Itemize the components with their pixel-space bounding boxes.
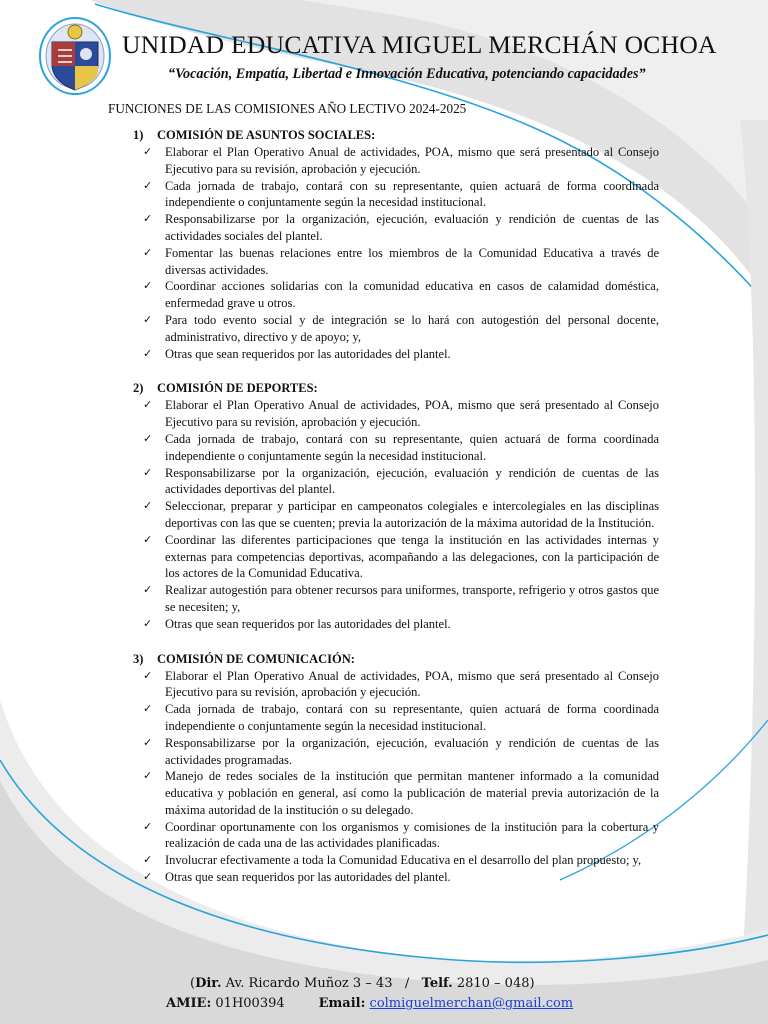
check-mark-icon: ✓ [143, 431, 153, 445]
commissions-list [133, 127, 659, 886]
section-title: COMISIÓN DE DEPORTES: [157, 381, 318, 396]
list-item-text: Cada jornada de trabajo, contará con su representante, quien actuará de forma coordinada independiente o conjuntamente según la necesidad institucional. [165, 431, 659, 463]
list-item-text: Involucrar efectivamente a toda la Comunidad Educativa en el desarrollo del plan propuesto; y, [165, 853, 642, 868]
check-mark-icon: ✓ [143, 212, 153, 226]
list-item-text: Responsabilizarse por la organización, ejecución, evaluación y rendición de cuentas de las actividades deportivas del plantel. [165, 465, 659, 497]
section-comunicacion [133, 651, 659, 886]
list-item-text: Elaborar el Plan Operativo Anual de actividades, POA, mismo que será presentado al Consejo Ejecutivo para su revisión, aprobación y ejecución. [165, 398, 659, 430]
list-item [133, 819, 659, 853]
section-title: COMISIÓN DE ASUNTOS SOCIALES: [157, 128, 376, 142]
list-item [133, 582, 659, 616]
footer-contact [166, 996, 573, 1011]
check-mark-icon: ✓ [143, 668, 153, 682]
check-mark-icon: ✓ [143, 735, 153, 749]
check-mark-icon: ✓ [143, 145, 153, 158]
list-item [133, 869, 659, 886]
section-asuntos-sociales [133, 127, 659, 362]
list-item [133, 245, 659, 279]
list-item [133, 852, 659, 869]
list-item-text: Cada jornada de trabajo, contará con su representante, quien actuará de forma coordinada independiente o conjuntamente según la necesidad institucional. [165, 178, 659, 210]
list-item [133, 278, 659, 312]
section-heading [133, 127, 659, 144]
amie-value: 01H00394 [211, 996, 285, 1011]
list-item [133, 735, 659, 769]
check-mark-icon: ✓ [143, 398, 153, 412]
list-item [133, 346, 659, 363]
list-item-text: Fomentar las buenas relaciones entre los miembros de la Comunidad Educativa a través de diversas actividades. [165, 245, 659, 277]
school-motto: “Vocación, Empatía, Libertad e Innovación Educativa, potenciando capacidades” [168, 66, 646, 82]
list-item [133, 768, 659, 818]
list-item [133, 701, 659, 735]
list-item [133, 616, 659, 633]
section-heading [133, 380, 659, 397]
list-item-text: Coordinar las diferentes participaciones que tenga la institución en las actividades internas y externas para competencias deportivas, acompañando a las delegaciones, con la participación de los actores de la Comunidad Educativa. [165, 532, 659, 581]
section-number: 3) [133, 651, 144, 666]
section-deportes [133, 380, 659, 632]
check-mark-icon: ✓ [143, 245, 153, 259]
list-item-text: Manejo de redes sociales de la institución que permitan mantener informado a la comunidad educativa y población en general, así como la publicación de material previa autorización de la máxima autoridad de la institución o su delegado. [165, 769, 659, 817]
list-item [133, 668, 659, 702]
bullet-list [133, 144, 659, 362]
list-item-text: Seleccionar, preparar y participar en campeonatos colegiales e intercolegiales en las disciplinas deportivas con las que se cuenten; previa la autorización de la máxima autoridad de la Institución. [165, 499, 659, 530]
check-mark-icon: ✓ [143, 178, 153, 192]
bullet-list [133, 397, 659, 632]
section-heading [133, 651, 659, 668]
list-item [133, 178, 659, 212]
check-mark-icon: ✓ [143, 499, 153, 513]
footer-open-paren: ( [190, 976, 196, 991]
section-number: 1) [133, 128, 144, 142]
footer-address [190, 976, 535, 991]
list-item-text: Coordinar oportunamente con los organismos y comisiones de la institución para la cobertura y realización de cada una de las actividades planificadas. [165, 819, 659, 851]
phone-value: 2810 – 048) [452, 976, 535, 991]
check-mark-icon: ✓ [143, 616, 153, 630]
list-item-text: Otras que sean requeridos por las autoridades del plantel. [165, 616, 451, 631]
list-item-text: Otras que sean requeridos por las autoridades del plantel. [165, 346, 451, 361]
school-name: UNIDAD EDUCATIVA MIGUEL MERCHÁN OCHOA [122, 30, 717, 59]
list-item-text: Elaborar el Plan Operativo Anual de actividades, POA, mismo que será presentado al Consejo Ejecutivo para su revisión, aprobación y ejecución. [165, 145, 659, 176]
list-item-text: Realizar autogestión para obtener recursos para uniformes, transporte, refrigerio y otros gastos que se necesiten; y, [165, 583, 659, 614]
list-item-text: Otras que sean requeridos por las autoridades del plantel. [165, 870, 451, 885]
check-mark-icon: ✓ [143, 583, 153, 597]
document-title: FUNCIONES DE LAS COMISIONES AÑO LECTIVO 2024-2025 [108, 101, 467, 116]
address-label: Dir. [195, 976, 222, 991]
list-item [133, 144, 659, 178]
check-mark-icon: ✓ [143, 769, 153, 783]
check-mark-icon: ✓ [143, 346, 153, 360]
list-item [133, 431, 659, 465]
list-item [133, 465, 659, 499]
email-label: Email: [318, 996, 366, 1011]
check-mark-icon: ✓ [143, 702, 153, 716]
check-mark-icon: ✓ [143, 819, 153, 833]
amie-label: AMIE: [166, 996, 212, 1011]
list-item [133, 532, 659, 582]
check-mark-icon: ✓ [143, 312, 153, 326]
list-item [133, 312, 659, 346]
list-item [133, 397, 659, 431]
section-title: COMISIÓN DE COMUNICACIÓN: [157, 651, 355, 666]
check-mark-icon: ✓ [143, 465, 153, 479]
list-item-text: Responsabilizarse por la organización, ejecución, evaluación y rendición de cuentas de las actividades programadas. [165, 735, 659, 767]
list-item-text: Cada jornada de trabajo, contará con su representante, quien actuará de forma coordinada independiente o conjuntamente según la necesidad institucional. [165, 702, 659, 733]
list-item [133, 498, 659, 532]
check-mark-icon: ✓ [143, 279, 153, 293]
check-mark-icon: ✓ [143, 532, 153, 546]
list-item-text: Para todo evento social y de integración se lo hará con autogestión del personal docente, administrativo, directivo y de apoyo; y, [165, 312, 659, 344]
check-mark-icon: ✓ [143, 853, 153, 867]
list-item-text: Elaborar el Plan Operativo Anual de actividades, POA, mismo que será presentado al Consejo Ejecutivo para su revisión, aprobación y ejecución. [165, 668, 659, 700]
section-number: 2) [133, 381, 144, 396]
bullet-list [133, 668, 659, 886]
list-item-text: Coordinar acciones solidarias con la comunidad educativa en casos de calamidad doméstica, enfermedad grave u otros. [165, 279, 659, 311]
address-value: Av. Ricardo Muñoz 3 – 43 / [221, 976, 422, 991]
school-crest-icon [38, 16, 112, 96]
phone-label: Telf. [421, 976, 453, 991]
list-item [133, 211, 659, 245]
email-link[interactable]: colmiguelmerchan@gmail.com [369, 996, 574, 1011]
list-item-text: Responsabilizarse por la organización, ejecución, evaluación y rendición de cuentas de las actividades sociales del plantel. [165, 212, 659, 243]
check-mark-icon: ✓ [143, 870, 153, 884]
